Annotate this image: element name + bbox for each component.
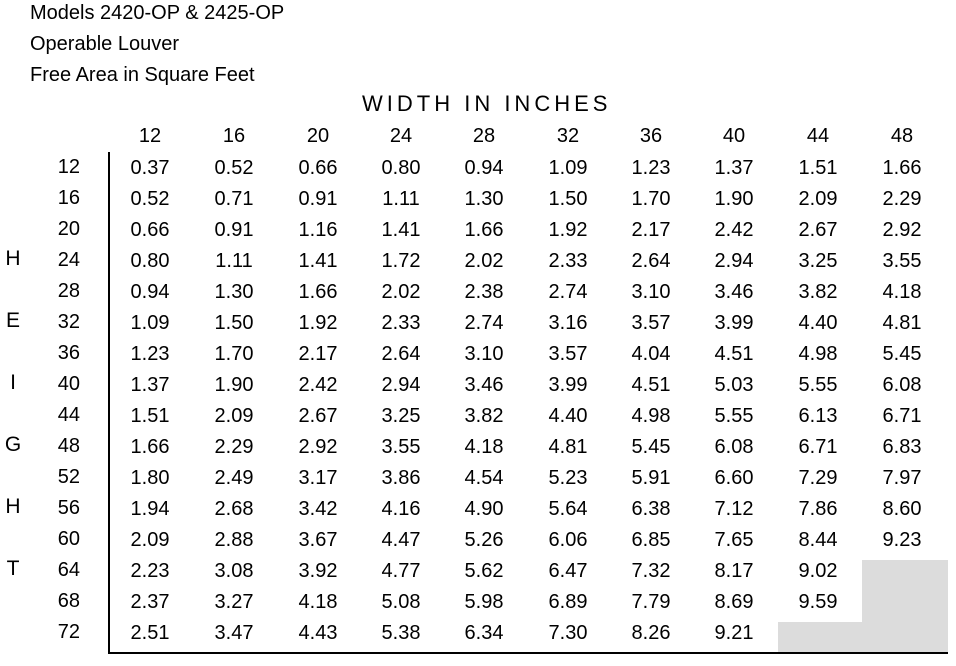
free-area-cell: 0.66 [130,219,170,241]
free-area-cell: 4.51 [631,374,671,396]
free-area-cell: 1.16 [298,219,338,241]
height-axis-letter: I [10,371,16,394]
free-area-cell: 4.04 [631,343,671,365]
free-area-cell: 8.69 [714,591,754,613]
free-area-cell: 5.91 [631,467,671,489]
free-area-cell: 7.79 [631,591,671,613]
free-area-cell: 5.08 [381,591,421,613]
height-header: 24 [57,249,80,271]
height-header: 68 [57,590,80,612]
free-area-cell: 2.64 [631,250,671,272]
width-header: 48 [890,125,914,147]
free-area-cell: 5.23 [548,467,588,489]
width-header: 28 [472,125,496,147]
height-header: 44 [57,404,80,426]
free-area-cell: 4.90 [464,498,504,520]
free-area-cell: 6.47 [548,560,588,582]
free-area-cell: 1.70 [631,188,671,210]
free-area-cell: 0.80 [381,157,421,179]
height-header: 56 [57,497,80,519]
free-area-cell: 2.23 [130,560,170,582]
height-header: 28 [57,280,80,302]
free-area-cell: 3.82 [798,281,838,303]
free-area-cell: 9.02 [798,560,838,582]
free-area-cell: 0.71 [214,188,254,210]
free-area-cell: 4.43 [298,622,338,644]
height-header: 32 [57,311,80,333]
free-area-cell: 1.94 [130,498,170,520]
free-area-cell: 3.08 [214,560,254,582]
free-area-cell: 2.94 [714,250,754,272]
models-title: Models 2420-OP & 2425-OP [30,2,285,24]
free-area-cell: 1.30 [214,281,254,303]
free-area-cell: 8.17 [714,560,754,582]
free-area-cell: 5.55 [798,374,838,396]
free-area-cell: 6.71 [798,436,838,458]
height-header: 40 [57,373,80,395]
free-area-cell: 2.42 [714,219,754,241]
free-area-cell: 7.32 [631,560,671,582]
height-axis-letter: T [6,557,20,580]
free-area-cell: 6.38 [631,498,671,520]
free-area-cell: 7.65 [714,529,754,551]
free-area-cell: 2.49 [214,467,254,489]
free-area-cell: 1.80 [130,467,170,489]
free-area-cell: 7.30 [548,622,588,644]
free-area-cell: 2.92 [882,219,922,241]
free-area-cell: 1.09 [548,157,588,179]
free-area-cell: 2.29 [882,188,922,210]
width-header: 16 [222,125,246,147]
free-area-cell: 1.41 [298,250,338,272]
width-header: 32 [556,125,580,147]
free-area-cell: 4.98 [798,343,838,365]
free-area-cell: 3.57 [631,312,671,334]
free-area-cell: 4.98 [631,405,671,427]
height-header: 60 [57,528,80,550]
unavailable-region [778,622,862,652]
free-area-cell: 1.23 [130,343,170,365]
free-area-cell: 3.10 [464,343,504,365]
free-area-cell: 2.09 [130,529,170,551]
free-area-cell: 5.45 [631,436,671,458]
free-area-cell: 1.41 [381,219,421,241]
free-area-cell: 0.94 [464,157,504,179]
free-area-cell: 2.17 [298,343,338,365]
height-header: 64 [57,559,80,581]
free-area-cell: 1.11 [215,250,253,272]
free-area-cell: 1.90 [214,374,254,396]
height-header: 16 [57,187,80,209]
free-area-cell: 2.67 [298,405,338,427]
free-area-cell: 3.99 [548,374,588,396]
free-area-cell: 3.46 [464,374,504,396]
free-area-cell: 5.38 [381,622,421,644]
height-header: 48 [57,435,80,457]
free-area-cell: 4.77 [381,560,421,582]
free-area-cell: 1.50 [214,312,254,334]
free-area-cell: 0.91 [298,188,338,210]
free-area-cell: 5.03 [714,374,754,396]
free-area-cell: 8.26 [631,622,671,644]
free-area-cell: 1.37 [714,157,754,179]
free-area-cell: 9.59 [798,591,838,613]
free-area-cell: 1.72 [381,250,421,272]
product-title: Operable Louver [30,33,179,55]
free-area-cell: 2.92 [298,436,338,458]
free-area-cell: 4.16 [381,498,421,520]
free-area-cell: 3.27 [214,591,254,613]
free-area-cell: 1.66 [298,281,338,303]
free-area-cell: 2.29 [214,436,254,458]
free-area-cell: 6.71 [882,405,922,427]
free-area-cell: 6.08 [714,436,754,458]
table-caption: Free Area in Square Feet [30,64,255,86]
free-area-cell: 1.30 [464,188,504,210]
free-area-cell: 1.66 [464,219,504,241]
free-area-cell: 8.44 [798,529,838,551]
free-area-cell: 6.85 [631,529,671,551]
free-area-cell: 1.66 [882,157,922,179]
free-area-cell: 6.13 [798,405,838,427]
width-header: 44 [806,125,830,147]
free-area-cell: 1.23 [631,157,671,179]
free-area-cell: 3.99 [714,312,754,334]
free-area-cell: 6.06 [548,529,588,551]
free-area-cell: 0.66 [298,157,338,179]
free-area-cell: 2.42 [298,374,338,396]
free-area-cell: 0.94 [130,281,170,303]
free-area-cell: 9.21 [714,622,754,644]
height-header: 12 [57,156,80,178]
free-area-cell: 6.89 [548,591,588,613]
free-area-cell: 1.51 [798,157,838,179]
free-area-cell: 2.74 [464,312,504,334]
free-area-cell: 0.91 [214,219,254,241]
free-area-cell: 3.25 [381,405,421,427]
free-area-cell: 0.37 [130,157,170,179]
free-area-cell: 2.94 [381,374,421,396]
free-area-cell: 3.10 [631,281,671,303]
unavailable-region [862,560,948,652]
width-header: 20 [306,125,330,147]
free-area-cell: 4.47 [381,529,421,551]
free-area-cell: 3.46 [714,281,754,303]
free-area-cell: 2.64 [381,343,421,365]
free-area-cell: 3.47 [214,622,254,644]
free-area-cell: 4.81 [548,436,588,458]
height-axis-letter: H [5,495,21,518]
free-area-cell: 3.92 [298,560,338,582]
free-area-cell: 3.17 [298,467,338,489]
free-area-cell: 7.12 [714,498,754,520]
free-area-cell: 7.29 [798,467,838,489]
free-area-cell: 1.11 [382,188,420,210]
free-area-cell: 2.88 [214,529,254,551]
free-area-cell: 1.90 [714,188,754,210]
height-axis-letter: E [5,309,20,332]
width-header: 24 [389,125,413,147]
width-header: 40 [722,125,746,147]
free-area-cell: 5.45 [882,343,922,365]
free-area-cell: 4.40 [798,312,838,334]
free-area-cell: 2.38 [464,281,504,303]
free-area-cell: 2.51 [130,622,170,644]
height-header: 36 [57,342,80,364]
height-axis-letter: H [5,247,21,270]
free-area-cell: 3.25 [798,250,838,272]
free-area-cell: 3.82 [464,405,504,427]
free-area-cell: 6.83 [882,436,922,458]
free-area-cell: 4.18 [464,436,504,458]
free-area-cell: 4.54 [464,467,504,489]
free-area-cell: 2.09 [214,405,254,427]
free-area-cell: 4.51 [714,343,754,365]
height-header: 72 [57,621,80,643]
free-area-cell: 1.92 [548,219,588,241]
free-area-cell: 5.98 [464,591,504,613]
free-area-cell: 6.60 [714,467,754,489]
free-area-cell: 3.86 [381,467,421,489]
free-area-cell: 9.23 [882,529,922,551]
free-area-cell: 1.09 [130,312,170,334]
free-area-cell: 2.68 [214,498,254,520]
free-area-cell: 0.80 [130,250,170,272]
free-area-cell: 3.55 [381,436,421,458]
free-area-cell: 5.26 [464,529,504,551]
free-area-cell: 2.17 [631,219,671,241]
free-area-cell: 4.40 [548,405,588,427]
free-area-cell: 2.67 [798,219,838,241]
free-area-cell: 3.16 [548,312,588,334]
free-area-cell: 4.18 [882,281,922,303]
free-area-cell: 2.33 [381,312,421,334]
free-area-cell: 1.50 [548,188,588,210]
free-area-cell: 2.37 [130,591,170,613]
free-area-cell: 1.92 [298,312,338,334]
free-area-cell: 2.02 [464,250,504,272]
free-area-cell: 3.42 [298,498,338,520]
free-area-cell: 6.34 [464,622,504,644]
height-header: 20 [57,218,80,240]
free-area-cell: 4.18 [298,591,338,613]
free-area-cell: 5.64 [548,498,588,520]
free-area-cell: 6.08 [882,374,922,396]
free-area-cell: 0.52 [130,188,170,210]
free-area-cell: 5.62 [464,560,504,582]
width-header: 12 [138,125,162,147]
free-area-cell: 2.09 [798,188,838,210]
height-axis-letter: G [4,433,22,456]
free-area-cell: 2.02 [381,281,421,303]
free-area-cell: 8.60 [882,498,922,520]
free-area-cell: 2.74 [548,281,588,303]
free-area-cell: 3.67 [298,529,338,551]
free-area-cell: 1.51 [130,405,170,427]
free-area-cell: 1.70 [214,343,254,365]
free-area-cell: 0.52 [214,157,254,179]
free-area-cell: 7.86 [798,498,838,520]
width-header: 36 [639,125,663,147]
free-area-cell: 1.37 [130,374,170,396]
height-header: 52 [57,466,80,488]
free-area-cell: 3.57 [548,343,588,365]
width-axis-title: WIDTH IN INCHES [362,91,612,116]
free-area-cell: 1.66 [130,436,170,458]
free-area-cell: 4.81 [882,312,922,334]
free-area-cell: 7.97 [882,467,922,489]
table-bottom-border [108,652,948,654]
free-area-cell: 5.55 [714,405,754,427]
free-area-cell: 2.33 [548,250,588,272]
free-area-cell: 3.55 [882,250,922,272]
